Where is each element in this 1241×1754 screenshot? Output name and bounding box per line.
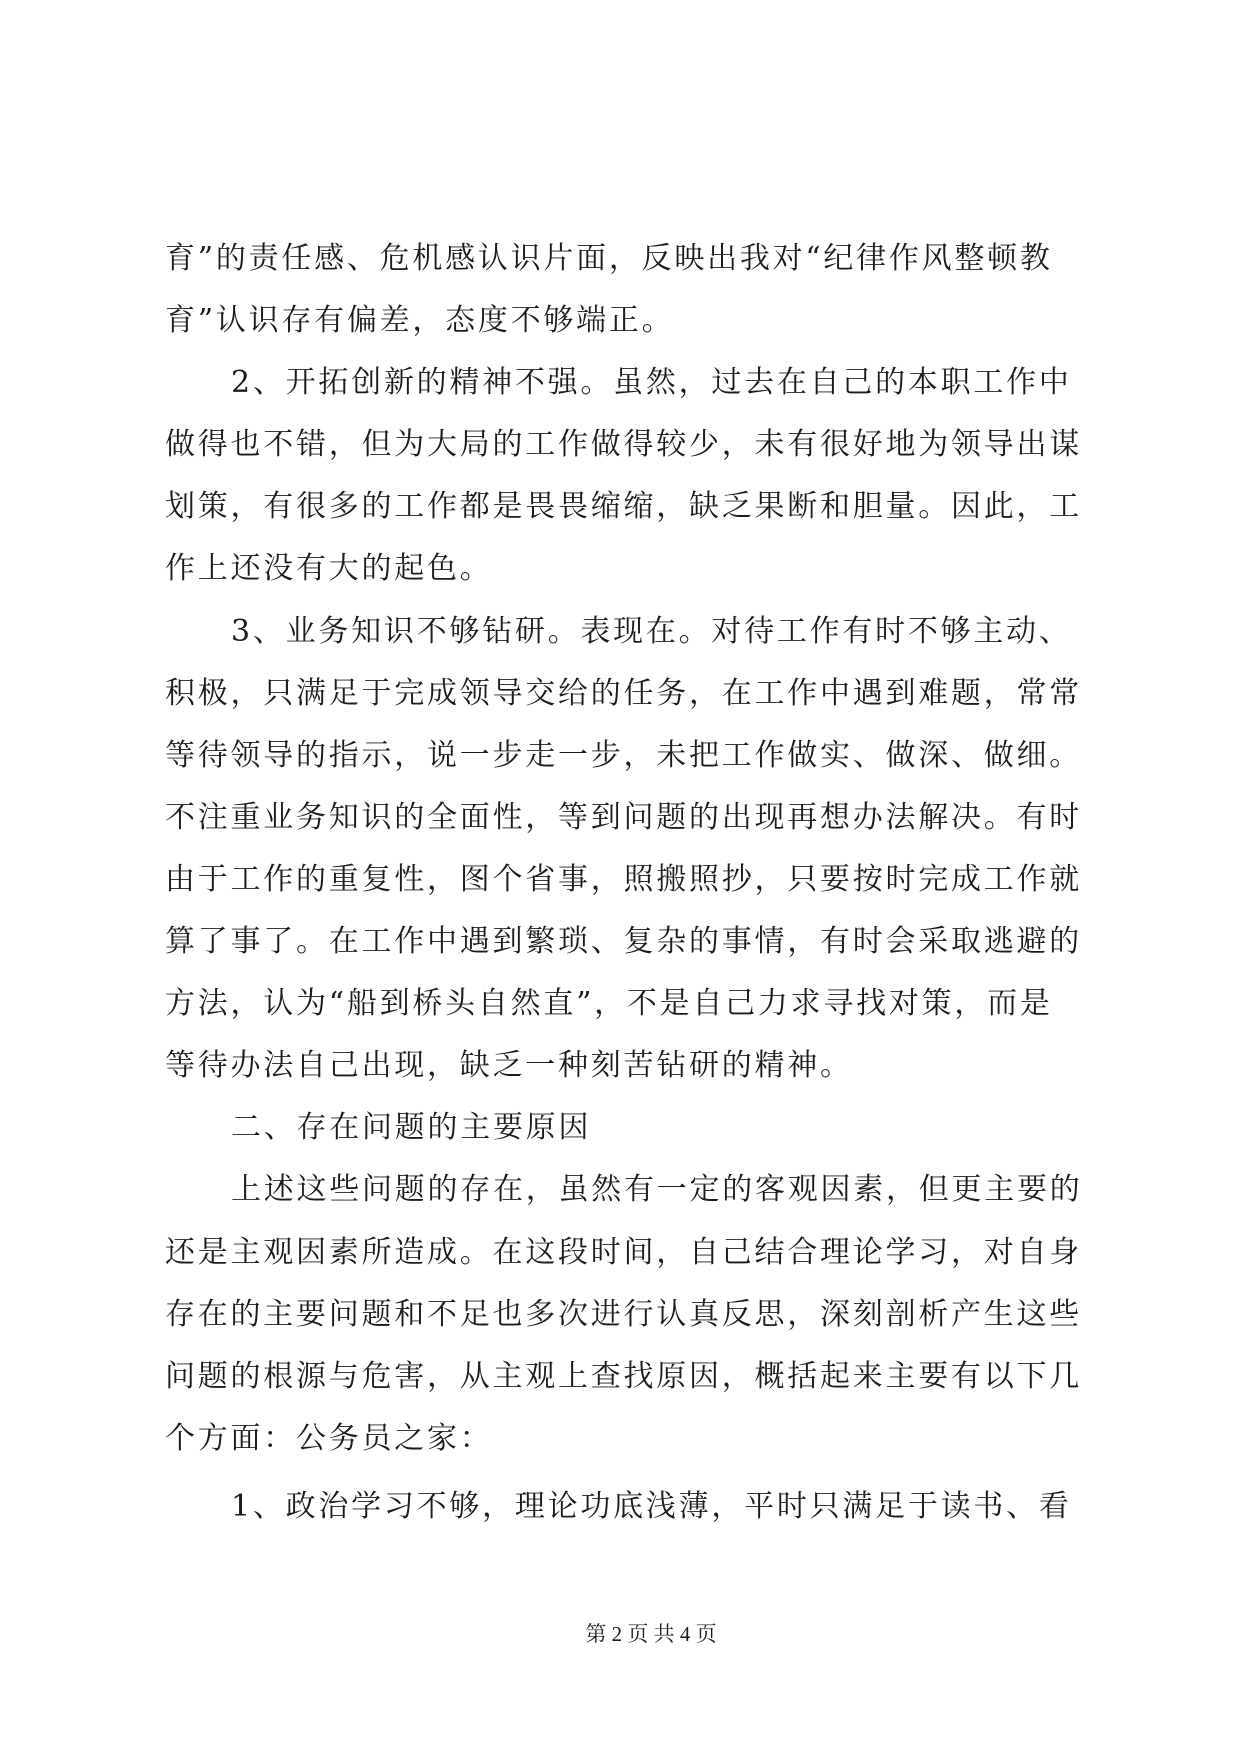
text-line: 1、政治学习不够，理论功底浅薄，平时只满足于读书、看 (231, 1488, 1072, 1524)
paragraph (165, 1159, 1082, 1469)
text-line: 由于工作的重复性，图个省事，照搬照抄，只要按时完成工作就 (165, 861, 1082, 897)
text-line: 划策，有很多的工作都是畏畏缩缩，缺乏果断和胆量。因此，工 (165, 489, 1082, 525)
text-line: 积极，只满足于完成领导交给的任务，在工作中遇到难题，常常 (165, 675, 1082, 711)
text-line: 上述这些问题的存在，虽然有一定的客观因素，但更主要的 (231, 1172, 1082, 1208)
text-line: 2、开拓创新的精神不强。虽然，过去在自己的本职工作中 (231, 365, 1072, 401)
page-number-label: 第 2 页 共 4 页 (585, 1622, 717, 1646)
paragraph (165, 228, 1082, 352)
document-body (165, 228, 1082, 1538)
text-line: 个方面：公务员之家： (165, 1420, 493, 1456)
text-line: 存在的主要问题和不足也多次进行认真反思，深刻剖析产生这些 (165, 1296, 1082, 1332)
text-line: 不注重业务知识的全面性，等到问题的出现再想办法解决。有时 (165, 799, 1082, 835)
section-heading-text: 二、存在问题的主要原因 (231, 1110, 592, 1146)
text-line: 等待领导的指示，说一步走一步，未把工作做实、做深、做细。 (165, 737, 1082, 773)
page-footer (531, 1619, 771, 1649)
text-line: 3、业务知识不够钻研。表现在。对待工作有时不够主动、 (231, 613, 1072, 649)
text-line: 育”的责任感、危机感认识片面，反映出我对“纪律作风整顿教 (165, 241, 1053, 276)
text-line: 方法，认为“船到桥头自然直”，不是自己力求寻找对策，而是 (165, 986, 1053, 1022)
text-line: 育”认识存有偏差，态度不够端正。 (165, 303, 675, 339)
text-line: 做得也不错，但为大局的工作做得较少，未有很好地为领导出谋 (165, 427, 1082, 463)
paragraph (165, 1476, 1082, 1538)
text-line: 作上还没有大的起色。 (165, 551, 493, 587)
text-line: 算了事了。在工作中遇到繁琐、复杂的事情，有时会采取逃避的 (165, 924, 1082, 960)
paragraph (165, 601, 1082, 1098)
section-heading (165, 1097, 1082, 1159)
text-line: 还是主观因素所造成。在这段时间，自己结合理论学习，对自身 (165, 1234, 1082, 1270)
paragraph (165, 352, 1082, 600)
text-line: 等待办法自己出现，缺乏一种刻苦钻研的精神。 (165, 1048, 853, 1084)
text-line: 问题的根源与危害，从主观上查找原因，概括起来主要有以下几 (165, 1358, 1082, 1394)
